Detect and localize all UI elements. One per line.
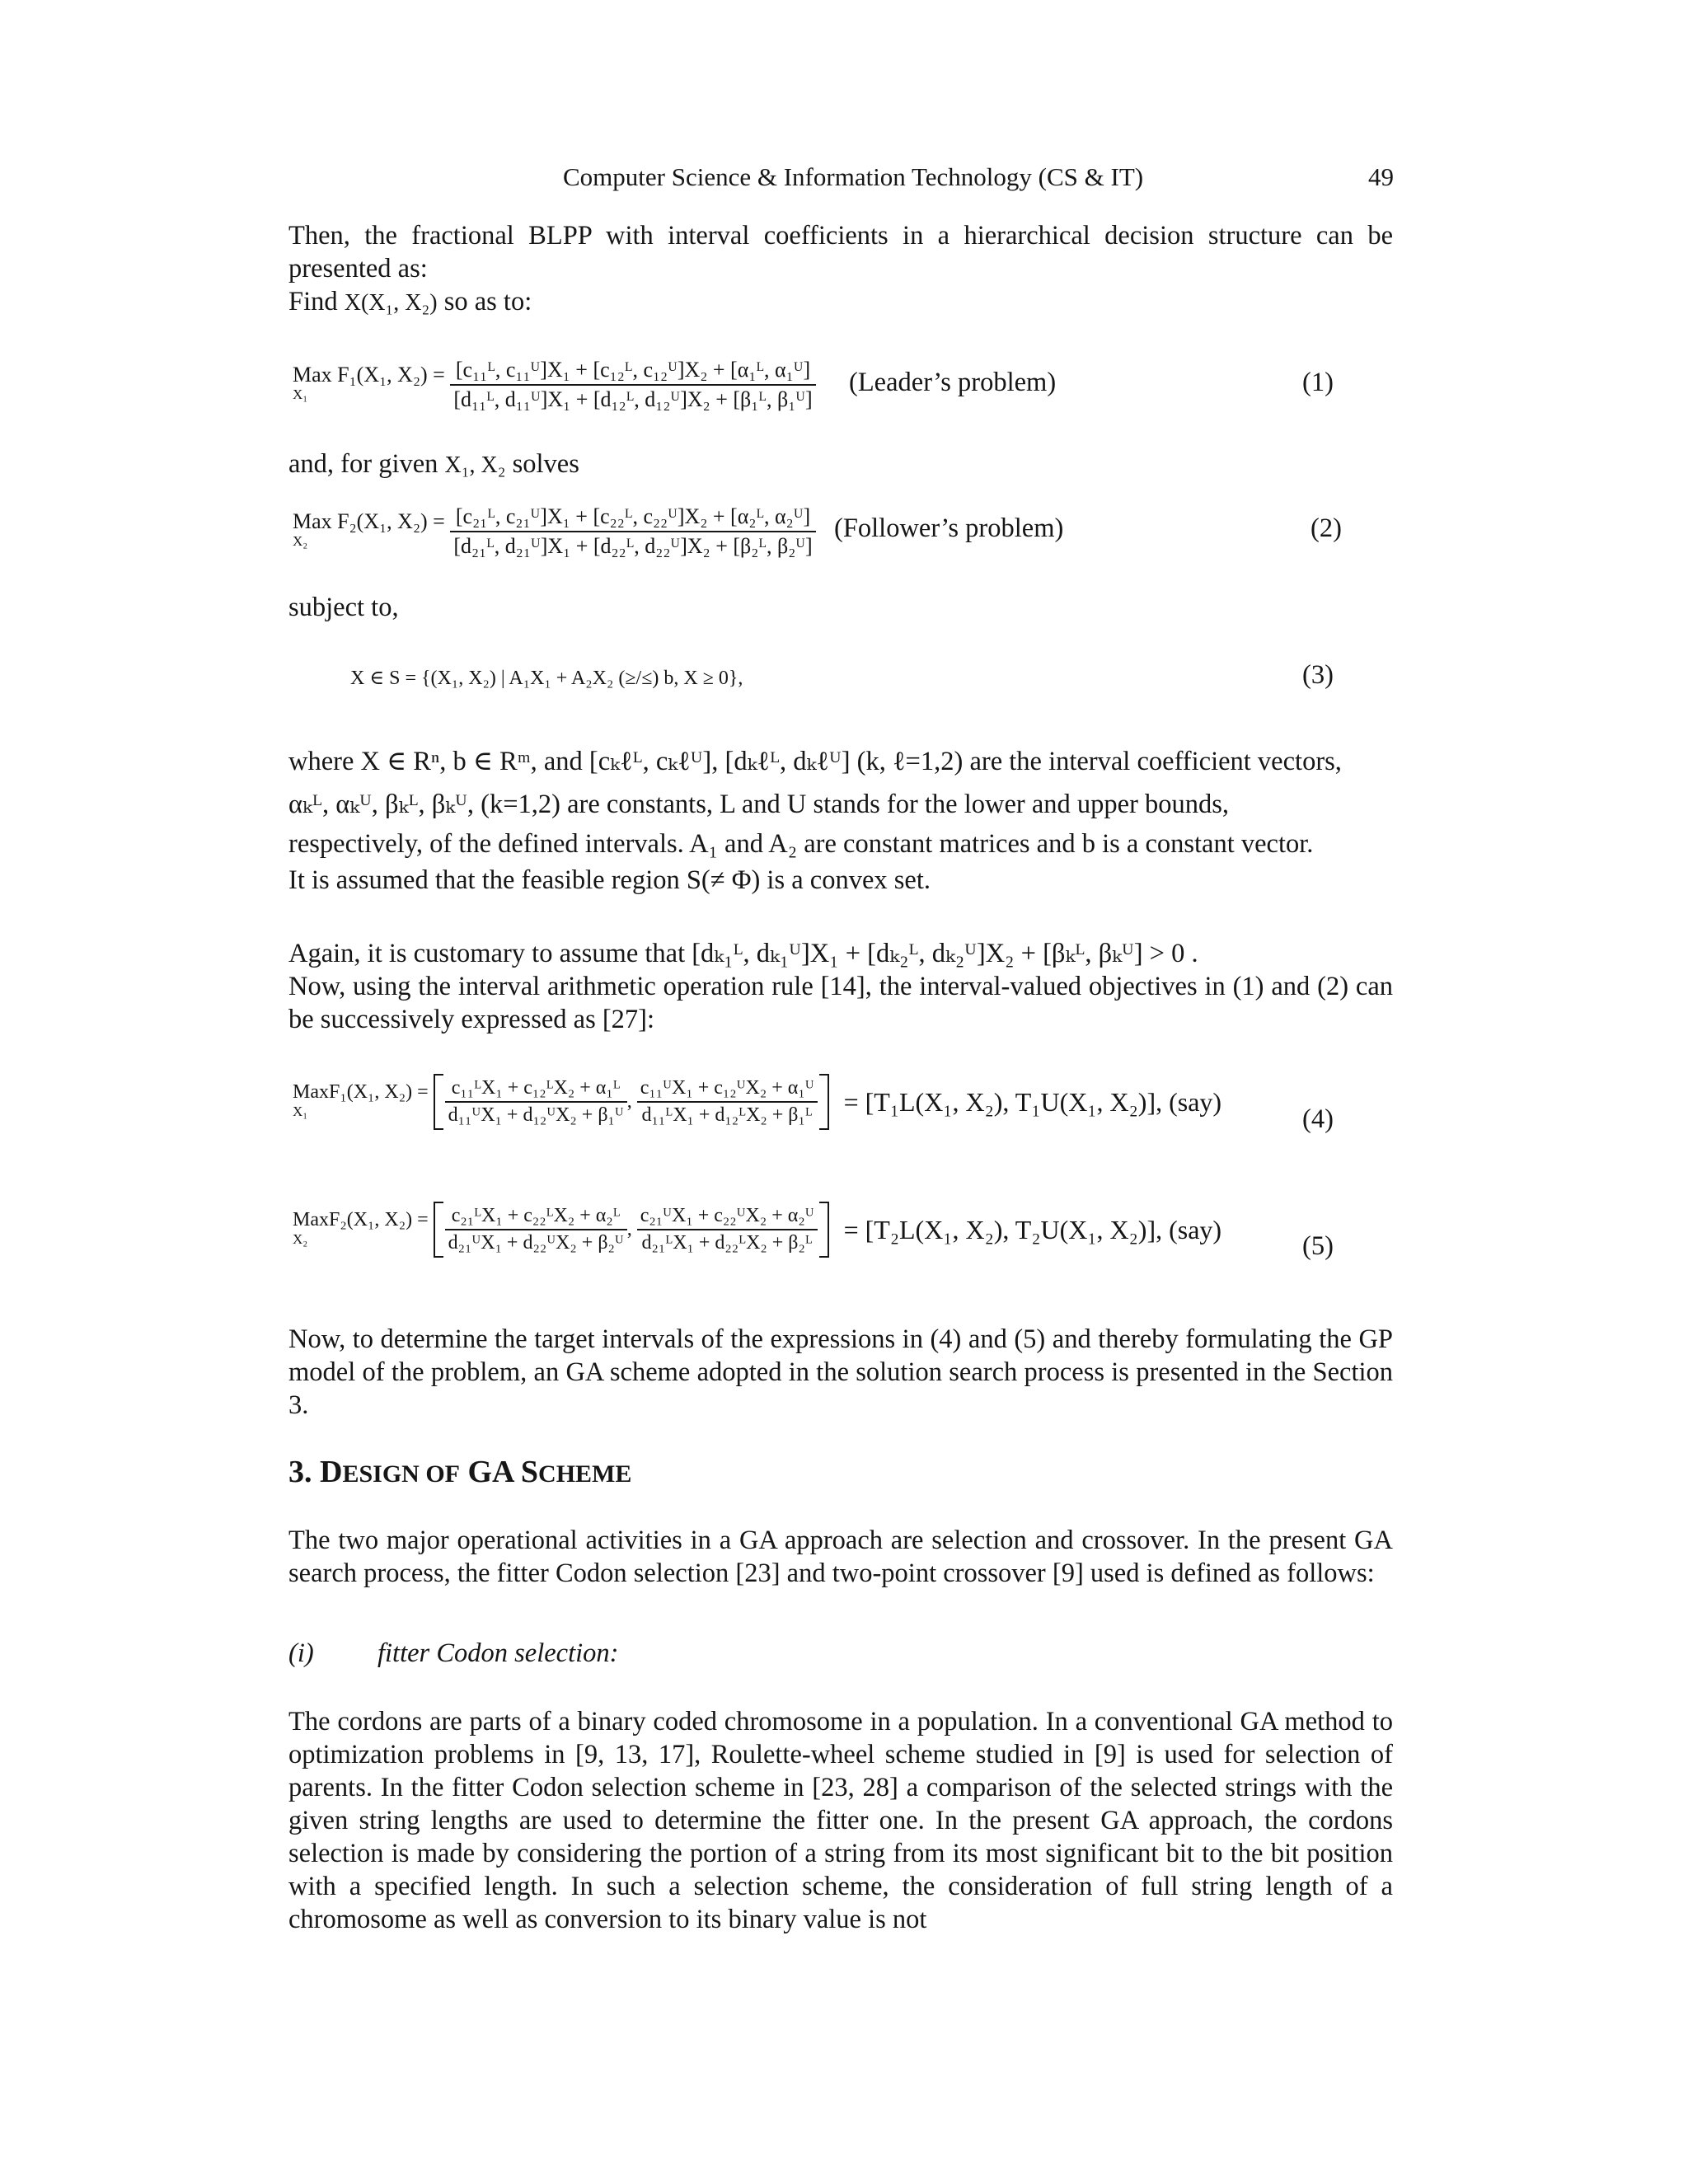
section-heading (288, 1454, 631, 1490)
equation-2 (293, 504, 816, 559)
again-paragraph (288, 937, 1393, 1036)
eq2-number: (2) (1311, 513, 1342, 543)
eq4-num-lower: c₁₁ᴸX₁ + c₁₂ᴸX₂ + α₁ᴸ (445, 1077, 627, 1103)
eq2-label: (Follower’s problem) (834, 513, 1064, 543)
find-suffix: so as to: (443, 287, 532, 316)
eq5-number: (5) (1302, 1231, 1334, 1261)
now-paragraph: Now, to determine the target intervals of the expressions in (4) and (5) and thereby formulating the GP model of the problem, an GA scheme adopted in the solution search process is presented in the Section 3. (288, 1324, 1393, 1420)
eq2-lhs: Max F₂(X₁, X₂) = (293, 509, 445, 533)
eq5-lhs: MaxF₂(X₁, X₂) = (293, 1209, 429, 1230)
item-label: (i) (288, 1638, 314, 1668)
eq2-max (293, 509, 445, 551)
eq5-den-upper: d₂₁ᴸX₁ + d₂₂ᴸX₂ + β₂ᴸ (641, 1232, 813, 1254)
where-line-4: It is assumed that the feasible region S(≠ Φ) is a convex set. (288, 865, 931, 895)
given-suffix: solves (512, 449, 579, 479)
where-line-1: where X ∈ Rⁿ, b ∈ Rᵐ, and [cₖℓᴸ, cₖℓᵁ], [dₖℓᴸ, dₖℓᵁ] (k, ℓ=1,2) are the interval coefficient vectors, (288, 747, 1342, 776)
eq1-denominator: [d₁₁ᴸ, d₁₁ᵁ]X₁ + [d₁₂ᴸ, d₁₂ᵁ]X₂ + [β₁ᴸ, β₁ᵁ] (453, 387, 813, 411)
eq1-number: (1) (1302, 368, 1334, 397)
section-number: 3. (288, 1455, 312, 1489)
eq4-fraction-upper (637, 1077, 818, 1127)
item-text: fitter Codon selection: (377, 1638, 619, 1668)
where-paragraph (288, 740, 1393, 898)
eq4-rhs: = [T₁L(X₁, X₂), T₁U(X₁, X₂)], (say) (843, 1086, 1222, 1117)
eq5-num-lower: c₂₁ᴸX₁ + c₂₂ᴸX₂ + α₂ᴸ (445, 1205, 627, 1230)
find-line (288, 285, 1393, 320)
journal-title: Computer Science & Information Technology (CS & IT) (563, 162, 1144, 191)
eq2-fraction (450, 504, 815, 559)
given-prefix: and, for given (288, 449, 438, 479)
section-paragraph: The two major operational activities in a GA approach are selection and crossover. In the present GA search process, the fitter Codon selection [23] and two-point crossover [9] used is defined as follows: (288, 1526, 1393, 1588)
eq4-fraction-lower (445, 1077, 627, 1127)
equation-1 (293, 358, 816, 412)
eq4-den-lower: d₁₁ᵁX₁ + d₁₂ᵁX₂ + β₁ᵁ (448, 1104, 624, 1126)
eq2-numerator: [c₂₁ᴸ, c₂₁ᵁ]X₁ + [c₂₂ᴸ, c₂₂ᵁ]X₂ + [α₂ᴸ, α₂ᵁ] (450, 504, 815, 532)
given-math: X₁, X₂ (444, 452, 506, 478)
find-math: X(X₁, X₂) (344, 290, 438, 316)
eq4-den-upper: d₁₁ᴸX₁ + d₁₂ᴸX₂ + β₁ᴸ (641, 1104, 813, 1126)
intro-paragraph (288, 219, 1393, 320)
find-prefix: Find (288, 287, 338, 316)
eq1-label: (Leader’s problem) (849, 368, 1057, 397)
eq5-bracket: $\frac{\text{c₂₁ᴸX₁ + c₂₂ᴸX₂ + α₂ᴸ}}{\text{d₂₁ᵁX₁ + d₂₂ᵁX₂ + β₂ᵁ}}$ , $\frac{\text{c₂₁ᵁX₁ + c₂₂ᵁX₂ + α₂ᵁ}}{\text{d₂₁ᴸX₁ + d₂₂ᴸX₂ + β₂ᴸ}}$ (434, 1202, 829, 1258)
again-line-1: Again, it is customary to assume that [dₖ₁ᴸ, dₖ₁ᵁ]X₁ + [dₖ₂ᴸ, dₖ₂ᵁ]X₂ + [βₖᴸ, βₖᵁ] > 0 . (288, 939, 1198, 968)
section-title-d: D (320, 1455, 343, 1489)
eq1-max (293, 365, 445, 405)
eq4-sub: X₁ (293, 1104, 308, 1119)
where-line-3: respectively, of the defined intervals. A₁ and A₂ are constant matrices and b is a constant vector. (288, 829, 1314, 859)
eq5-num-upper: c₂₁ᵁX₁ + c₂₂ᵁX₂ + α₂ᵁ (637, 1205, 818, 1230)
eq1-fraction (450, 358, 815, 412)
final-paragraph: The cordons are parts of a binary coded chromosome in a population. In a conventional GA method to optimization problems in [9, 13, 17], Roulette-wheel scheme studied in [9] is used for selection of parents. In the fitter Codon selection scheme in [23, 28] a comparison of the selected strings with the given string lengths are used to determine the fitter one. In the present GA approach, the cordons selection is made by considering the portion of a string from its most significant bit to the bit position with a specified length. In such a selection scheme, the consideration of full string length of a chromosome as well as conversion to its binary value is not (288, 1707, 1393, 1934)
page-number: 49 (1368, 162, 1394, 191)
eq5-max (293, 1210, 429, 1249)
eq4-number: (4) (1302, 1104, 1334, 1134)
eq4-lhs: MaxF₁(X₁, X₂) = (293, 1081, 429, 1103)
equation-4 (293, 1074, 1221, 1130)
subject-to: subject to, (288, 593, 399, 622)
eq1-numerator: [c₁₁ᴸ, c₁₁ᵁ]X₁ + [c₁₂ᴸ, c₁₂ᵁ]X₂ + [α₁ᴸ, α₁ᵁ] (450, 358, 815, 386)
section-title-ga: GA (467, 1455, 513, 1489)
eq3-number: (3) (1302, 660, 1334, 690)
eq4-bracket: $\frac{\text{c₁₁ᴸX₁ + c₁₂ᴸX₂ + α₁ᴸ}}{\text{d₁₁ᵁX₁ + d₁₂ᵁX₂ + β₁ᵁ}}$ , $\frac{\text{c₁₁ᵁX₁ + c₁₂ᵁX₂ + α₁ᵁ}}{\text{d₁₁ᴸX₁ + d₁₂ᴸX₂ + β₁ᴸ}}$ (434, 1074, 829, 1130)
section-title-s: S (520, 1455, 539, 1489)
eq5-rhs: = [T₂L(X₁, X₂), T₂U(X₁, X₂)], (say) (843, 1214, 1222, 1244)
intro-text: Then, the fractional BLPP with interval coefficients in a hierarchical decision structure can be presented as: (288, 221, 1393, 284)
eq4-max (293, 1082, 429, 1122)
eq5-den-lower: d₂₁ᵁX₁ + d₂₂ᵁX₂ + β₂ᵁ (448, 1232, 624, 1254)
eq2-sub: X₂ (293, 533, 308, 549)
eq5-fraction-upper (637, 1205, 818, 1254)
equation-3: X ∈ S = {(X₁, X₂) | A₁X₁ + A₂X₂ (≥/≤) b, X ≥ 0}, (350, 668, 743, 689)
eq1-lhs: Max F₁(X₁, X₂) = (293, 363, 445, 387)
eq5-sub: X₂ (293, 1231, 308, 1247)
where-line-2: αₖᴸ, αₖᵁ, βₖᴸ, βₖᵁ, (k=1,2) are constants, L and U stands for the lower and upper bounds, (288, 790, 1230, 819)
eq2-denominator: [d₂₁ᴸ, d₂₁ᵁ]X₁ + [d₂₂ᴸ, d₂₂ᵁ]X₂ + [β₂ᴸ, β₂ᵁ] (453, 534, 813, 558)
eq5-fraction-lower (445, 1205, 627, 1254)
equation-5 (293, 1202, 1221, 1258)
eq4-num-upper: c₁₁ᵁX₁ + c₁₂ᵁX₂ + α₁ᵁ (637, 1077, 818, 1103)
given-line (288, 448, 1393, 482)
section-title-cheme: CHEME (538, 1460, 632, 1488)
section-title-esign-of: ESIGN OF (342, 1460, 460, 1488)
again-line-2: Now, using the interval arithmetic operation rule [14], the interval-valued objectives in (1) and (2) can be successively expressed as [27]: (288, 972, 1393, 1034)
eq1-sub: X₁ (293, 387, 308, 402)
